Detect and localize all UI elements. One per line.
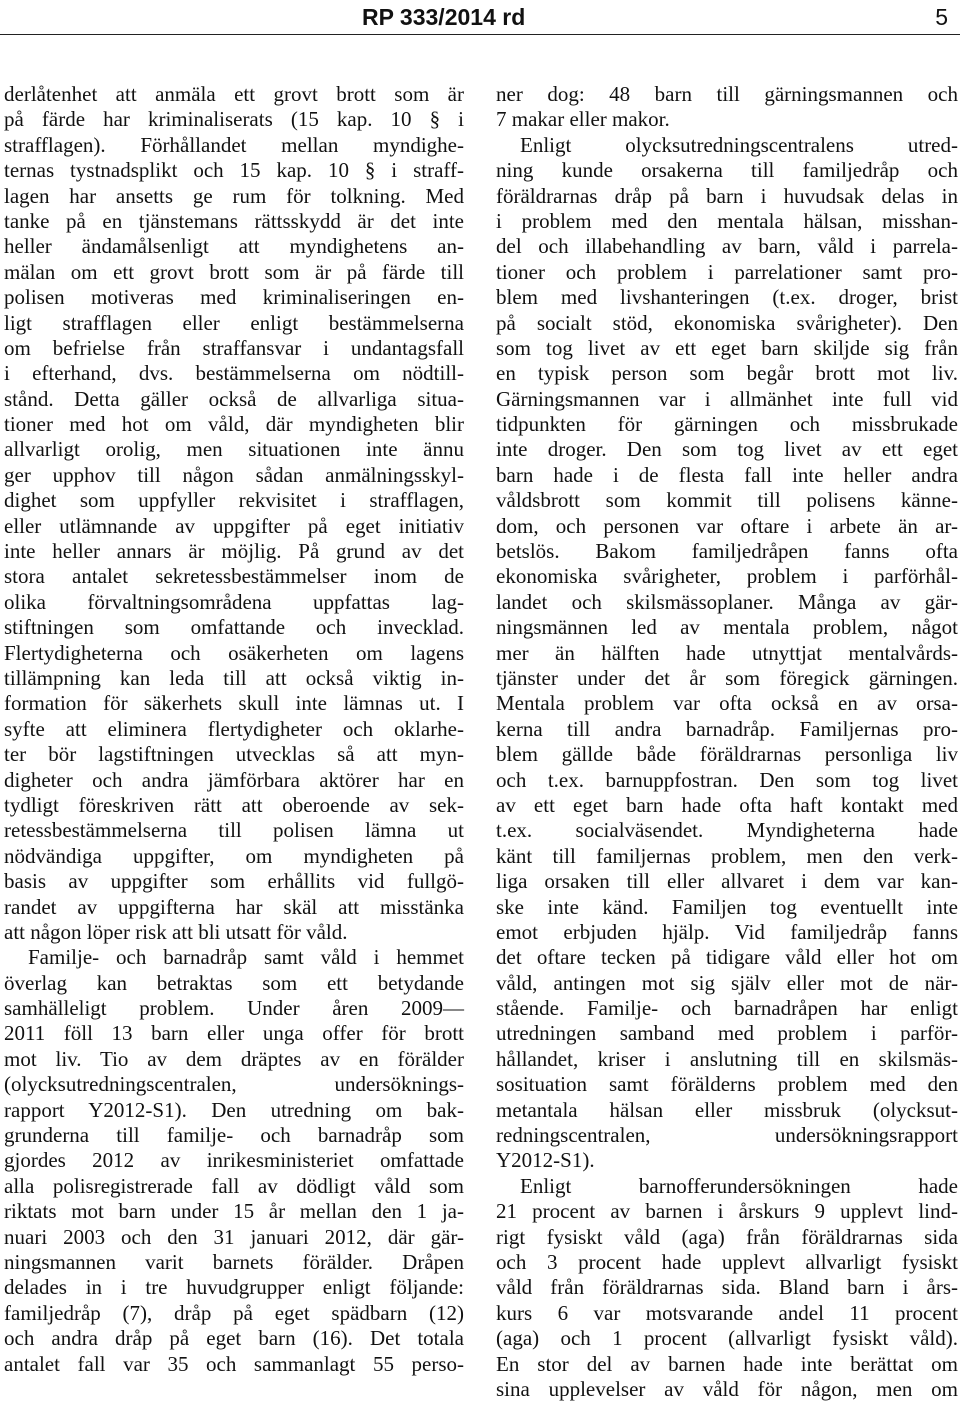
text-line: tanke på en tjänstemans rättsskydd är det inte — [4, 208, 464, 233]
text-line: liga orsaken till eller allvaret i dem var kan- — [496, 869, 958, 894]
text-line: rapport Y2012-S1). Den utredning om bak- — [4, 1097, 464, 1122]
text-line: sina upplevelser av våld för någon, men om — [496, 1376, 958, 1401]
text-line: hållandet, kriser i anslutning till en skilsmäs- — [496, 1046, 958, 1071]
text-line: barn hade i de flesta fall inte heller andra — [496, 462, 958, 487]
text-line: tillämpning kan leda till att också viktig in- — [4, 665, 464, 690]
text-line: rigt fysiskt våld (aga) från föräldrarnas sida — [496, 1224, 958, 1249]
text-line: ske inte känd. Familjen tog eventuellt inte — [496, 894, 958, 919]
text-line: olika förvaltningsområdena uppfattas lag- — [4, 589, 464, 614]
text-line: strafflagen). Förhållandet mellan myndighe- — [4, 132, 464, 157]
text-line: 7 makar eller makor. — [496, 107, 670, 132]
text-line: i efterhand, dvs. bestämmelserna om nödtill- — [4, 361, 464, 386]
header-rule — [0, 34, 960, 35]
text-line: stånd. Detta gäller också de allvarliga situa- — [4, 386, 464, 411]
text-line: landet och skilsmässoplaner. Många av gär- — [496, 589, 958, 614]
text-line: (aga) och 1 procent (allvarligt fysiskt våld). — [496, 1326, 958, 1351]
text-line: tidpunkten för gärningen och missbrukade — [496, 412, 958, 437]
page-number: 5 — [935, 4, 948, 30]
text-line: lagen har ansetts ge rum för tolkning. Med — [4, 183, 464, 208]
page-header — [0, 0, 960, 42]
left-text-column — [4, 82, 464, 1377]
text-line: mer än hälften hade utnyttjat mentalvårds- — [496, 640, 958, 665]
text-line: samhälleligt problem. Under åren 2009— — [4, 996, 464, 1021]
text-line: dighet som uppfyller rekvisitet i strafflagen, — [4, 488, 464, 513]
text-line: derlåtenhet att anmäla ett grovt brott som är — [4, 82, 464, 106]
text-line: Mentala problem var ofta också en av orsa- — [496, 691, 958, 716]
text-line: ger upphov till någon sådan anmälningsskyl- — [4, 462, 464, 487]
text-line: ning kunde orsakerna till familjedråp och — [496, 158, 958, 183]
text-line: nuari 2003 och den 31 januari 2012, där gär- — [4, 1224, 464, 1249]
text-line: och andra dråp på eget barn (16). Det totala — [4, 1326, 464, 1351]
text-line: ternas tystnadsplikt och 15 kap. 10 § i straff- — [4, 158, 464, 183]
text-line: som tog livet av ett eget barn skiljde sig från — [496, 335, 958, 360]
text-line: överlag kan betraktas som ett betydande — [4, 970, 464, 995]
text-line: mot liv. Tio av dem dräptes av en förälder — [4, 1046, 464, 1071]
text-line: 2011 föll 13 barn eller unga offer för brott — [4, 1021, 464, 1046]
text-line: på färde har kriminaliserats (15 kap. 10 § i — [4, 107, 464, 132]
text-line: tjänster under det år som föregick gärningen. — [496, 665, 958, 690]
text-line: (olycksutredningscentralen, undersöknings- — [4, 1072, 464, 1097]
text-line: polisen motiveras med kriminaliseringen en- — [4, 285, 464, 310]
text-line: tioner med hot om våld, där myndigheten blir — [4, 412, 464, 437]
text-line: digheter och andra jämförbara aktörer har en — [4, 767, 464, 792]
text-line: metantala hälsan eller missbruk (olycksut- — [496, 1097, 958, 1122]
text-line: stora antalet sekretessbestämmelser inom de — [4, 564, 464, 589]
text-line: Enligt olycksutredningscentralens utred- — [520, 132, 958, 157]
text-line: det oftare tecken på tidigare våld eller hot om — [496, 945, 958, 970]
text-line: om befrielse från straffansvar i undantagsfall — [4, 335, 464, 360]
text-line: En stor del av barnen hade inte berättat om — [496, 1351, 958, 1376]
text-line: känt till familjernas problem, men den verk- — [496, 843, 958, 868]
text-line: nödvändiga uppgifter, om myndigheten på — [4, 843, 464, 868]
text-line: att någon löper risk att bli utsatt för våld. — [4, 919, 348, 944]
text-line: våld, antingen mot sig själv eller mot de när- — [496, 970, 958, 995]
document-id: RP 333/2014 rd — [362, 4, 526, 30]
text-line: randet av uppgifterna har skäl att misstänka — [4, 894, 464, 919]
text-line: familjedråp (7), dråp på eget spädbarn (12) — [4, 1300, 464, 1325]
text-line: del och illabehandling av barn, våld i parrela- — [496, 234, 958, 259]
text-line: alla polisregistrerade fall av dödligt våld som — [4, 1173, 464, 1198]
text-line: och t.ex. barnuppfostran. Den som tog livet — [496, 767, 958, 792]
text-line: utredningen samband med problem i parför- — [496, 1021, 958, 1046]
right-text-column — [496, 82, 958, 1402]
text-line: ter bör lagstiftningen utvecklas så att myn- — [4, 742, 464, 767]
text-line: Familje- och barnadråp samt våld i hemmet — [28, 945, 464, 970]
text-line: kerna till andra barnadråp. Familjernas pro- — [496, 716, 958, 741]
text-line: kurs 6 var motsvarande andel 11 procent — [496, 1300, 958, 1325]
text-line: Flertydigheterna och osäkerheten om lagens — [4, 640, 464, 665]
text-line: gjordes 2012 av inrikesministeriet omfattade — [4, 1148, 464, 1173]
text-line: syfte att eliminera flertydigheter och oklarhe- — [4, 716, 464, 741]
text-line: inte heller annars är möjlig. På grund av det — [4, 539, 464, 564]
text-line: på socialt stöd, ekonomiska svårigheter). Den — [496, 310, 958, 335]
text-line: betslös. Bakom familjedråpen fanns ofta — [496, 539, 958, 564]
text-line: Gärningsmannen var i allmänhet inte full vid — [496, 386, 958, 411]
text-line: antalet fall var 35 och sammanlagt 55 perso- — [4, 1351, 464, 1376]
text-line: ner dog: 48 barn till gärningsmannen och — [496, 82, 958, 106]
text-line: av ett eget barn hade ofta haft kontakt med — [496, 792, 958, 817]
text-line: heller ändamålsenligt att myndighetens an- — [4, 234, 464, 259]
text-line: blem med livshanteringen (t.ex. droger, brist — [496, 285, 958, 310]
text-line: allvarligt orolig, men situationen inte ännu — [4, 437, 464, 462]
text-line: t.ex. socialväsendet. Myndigheterna hade — [496, 818, 958, 843]
text-line: redningscentralen, undersökningsrapport — [496, 1123, 958, 1148]
text-line: stiftningen som omfattande och invecklad. — [4, 615, 464, 640]
text-line: 21 procent av barnen i årskurs 9 upplevt lind- — [496, 1199, 958, 1224]
text-line: basis av uppgifter som erhållits vid fullgö- — [4, 869, 464, 894]
text-line: riktats mot barn under 15 år mellan den 1 ja- — [4, 1199, 464, 1224]
text-line: retessbestämmelserna till polisen lämna ut — [4, 818, 464, 843]
text-line: våldsbrott som kommit till polisens känne- — [496, 488, 958, 513]
text-line: tydligt föreskriven rätt att oberoende av sek- — [4, 792, 464, 817]
text-line: ningsmannen varit barnets förälder. Dråpen — [4, 1249, 464, 1274]
text-line: stående. Familje- och barnadråpen har enligt — [496, 996, 958, 1021]
text-line: emot erbjuden hjälp. Vid familjedråp fanns — [496, 919, 958, 944]
text-line: tioner och problem i parrelationer samt pro- — [496, 259, 958, 284]
text-line: inte droger. Den som tog livet av ett eget — [496, 437, 958, 462]
text-line: eller utlämnande av uppgifter på eget initiativ — [4, 513, 464, 538]
text-line: grunderna till familje- och barnadråp som — [4, 1123, 464, 1148]
text-line: sosituation samt förälderns problem med den — [496, 1072, 958, 1097]
text-line: ligt strafflagen eller enligt bestämmelserna — [4, 310, 464, 335]
text-line: Y2012-S1). — [496, 1148, 595, 1173]
text-line: dom, och personen var oftare i arbete än ar- — [496, 513, 958, 538]
text-line: våld från föräldrarnas sida. Bland barn i års- — [496, 1275, 958, 1300]
text-line: formation för säkerhets skull inte lämnas ut. I — [4, 691, 464, 716]
text-line: blem gällde både föräldrarnas personliga liv — [496, 742, 958, 767]
text-line: i problem med den mentala hälsan, misshan- — [496, 208, 958, 233]
text-line: ningsmännen led av mentala problem, något — [496, 615, 958, 640]
text-line: Enligt barnofferundersökningen hade — [520, 1173, 958, 1198]
text-line: mälan om ett grovt brott som är på färde till — [4, 259, 464, 284]
text-line: och 3 procent hade upplevt allvarligt fysiskt — [496, 1249, 958, 1274]
text-line: ekonomiska svårigheter, problem i parförhål- — [496, 564, 958, 589]
text-line: en typisk person som begår brott mot liv. — [496, 361, 958, 386]
text-line: föräldrarnas dråp på barn i huvudsak delas in — [496, 183, 958, 208]
text-line: delades in i tre huvudgrupper enligt följande: — [4, 1275, 464, 1300]
